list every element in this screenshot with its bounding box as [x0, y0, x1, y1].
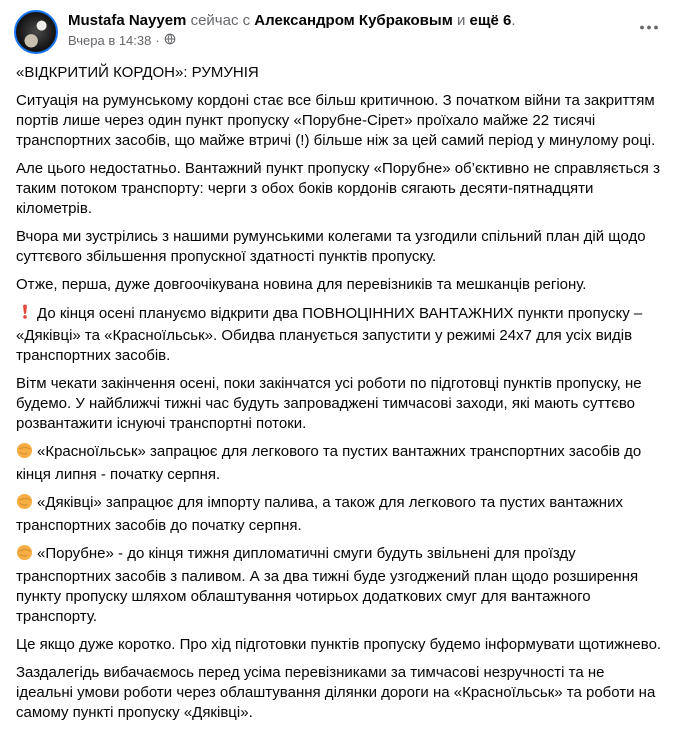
author-line — [68, 10, 633, 30]
timestamp-link[interactable]: Вчера в 14:38 — [68, 33, 152, 48]
ellipsis-icon — [639, 17, 659, 35]
post-paragraph — [16, 227, 665, 267]
paragraph-text: Вітм чекати закінчення осені, поки закінчатся усі роботи по підготовці пунктів пропуску, не будемо. У найближчі тижні час будуть запроваджені тимчасові заходи, які мають суттєво розвантажити існуючі транспортні потоки. — [16, 375, 646, 432]
more-tagged-link[interactable]: ещё 6 — [469, 12, 512, 29]
post-meta-line — [68, 32, 633, 49]
post-paragraph — [16, 374, 665, 434]
post-header-meta — [68, 10, 633, 49]
paragraph-text: Це якщо дуже коротко. Про хід підготовки пунктів пропуску будемо інформувати щотижнево. — [16, 636, 662, 653]
paragraph-text: «Красноїльськ» запрацює для легкового та пустих вантажних транспортних засобів до кінця липня - початку серпня. — [16, 443, 646, 483]
context-text: сейчас с — [190, 12, 251, 29]
author-name[interactable]: Mustafa Nayyem — [68, 12, 187, 29]
post-paragraph — [16, 493, 665, 536]
paragraph-text: Але цього недостатньо. Вантажний пункт пропуску «Порубне» об’єктивно не справляється з таким потоком транспорту: черги з обох боків кордонів сягають десяти-пятнадцяти кілометрів. — [16, 160, 665, 217]
post-paragraph — [16, 442, 665, 485]
conjunction-text: и — [456, 12, 466, 29]
fist-emoji-icon — [16, 493, 33, 516]
post-header — [0, 0, 681, 54]
paragraph-text: Заздалегідь вибачаємось перед усіма перевізниками за тимчасові незручності та не ідеальні умови роботи через облаштування ділянки дороги на «Красноїльськ» та роботи на самому пункті пропуску «Дяківці». — [16, 664, 660, 721]
post-paragraph — [16, 91, 665, 151]
post-paragraph — [16, 635, 665, 655]
post-title-paragraph — [16, 63, 665, 83]
post-paragraph — [16, 544, 665, 627]
red-exclamation-icon — [19, 303, 31, 326]
fist-emoji-icon — [16, 544, 33, 567]
post-paragraph — [16, 303, 665, 366]
paragraph-text: «Порубне» - до кінця тижня дипломатичні смуги будуть звільнені для проїзду транспортних засобів з паливом. А за два тижні буде узгоджений план щодо розширення пункту пропуску шляхом облаштування чотирьох додаткових смуг для вантажного транспорту. — [16, 545, 643, 625]
globe-icon — [164, 32, 176, 49]
fist-emoji-icon — [16, 442, 33, 465]
post-body — [0, 54, 681, 723]
tagged-user-link[interactable]: Александром Кубраковым — [254, 12, 453, 29]
paragraph-text: «ВІДКРИТИЙ КОРДОН»: РУМУНІЯ — [16, 64, 259, 81]
post-paragraph — [16, 159, 665, 219]
period-text: . — [511, 12, 516, 29]
paragraph-text: «Дяківці» запрацює для імпорту палива, а також для легкового та пустих вантажних транспортних засобів до початку серпня. — [16, 494, 628, 534]
paragraph-text: Вчора ми зустрілись з нашими румунськими колегами та узгодили спільний план дій щодо суттєвого збільшення пропускної здатності пунктів пропуску. — [16, 228, 650, 265]
post-paragraph — [16, 663, 665, 723]
post-paragraph — [16, 275, 665, 295]
more-options-button[interactable] — [633, 10, 665, 42]
paragraph-text: Ситуація на румунському кордоні стає все більш критичною. З початком війни та закриттям портів лише через один пункт пропуску «Порубне-Сірет» проїхало майже 22 тисячі транспортних засобів, що майже втричі (!) більше ніж за цей самий період у минулому році. — [16, 92, 659, 149]
paragraph-text: Отже, перша, дуже довгоочікувана новина для перевізників та мешканців регіону. — [16, 276, 587, 293]
meta-separator: · — [155, 33, 160, 48]
avatar[interactable] — [14, 10, 58, 54]
paragraph-text: До кінця осені плануємо відкрити два ПОВНОЦІННИХ ВАНТАЖНИХ пункти пропуску – «Дяківці» та «Красноїльськ». Обидва планується запустити у режимі 24х7 для усіх видів транспортних засобів. — [16, 305, 647, 364]
